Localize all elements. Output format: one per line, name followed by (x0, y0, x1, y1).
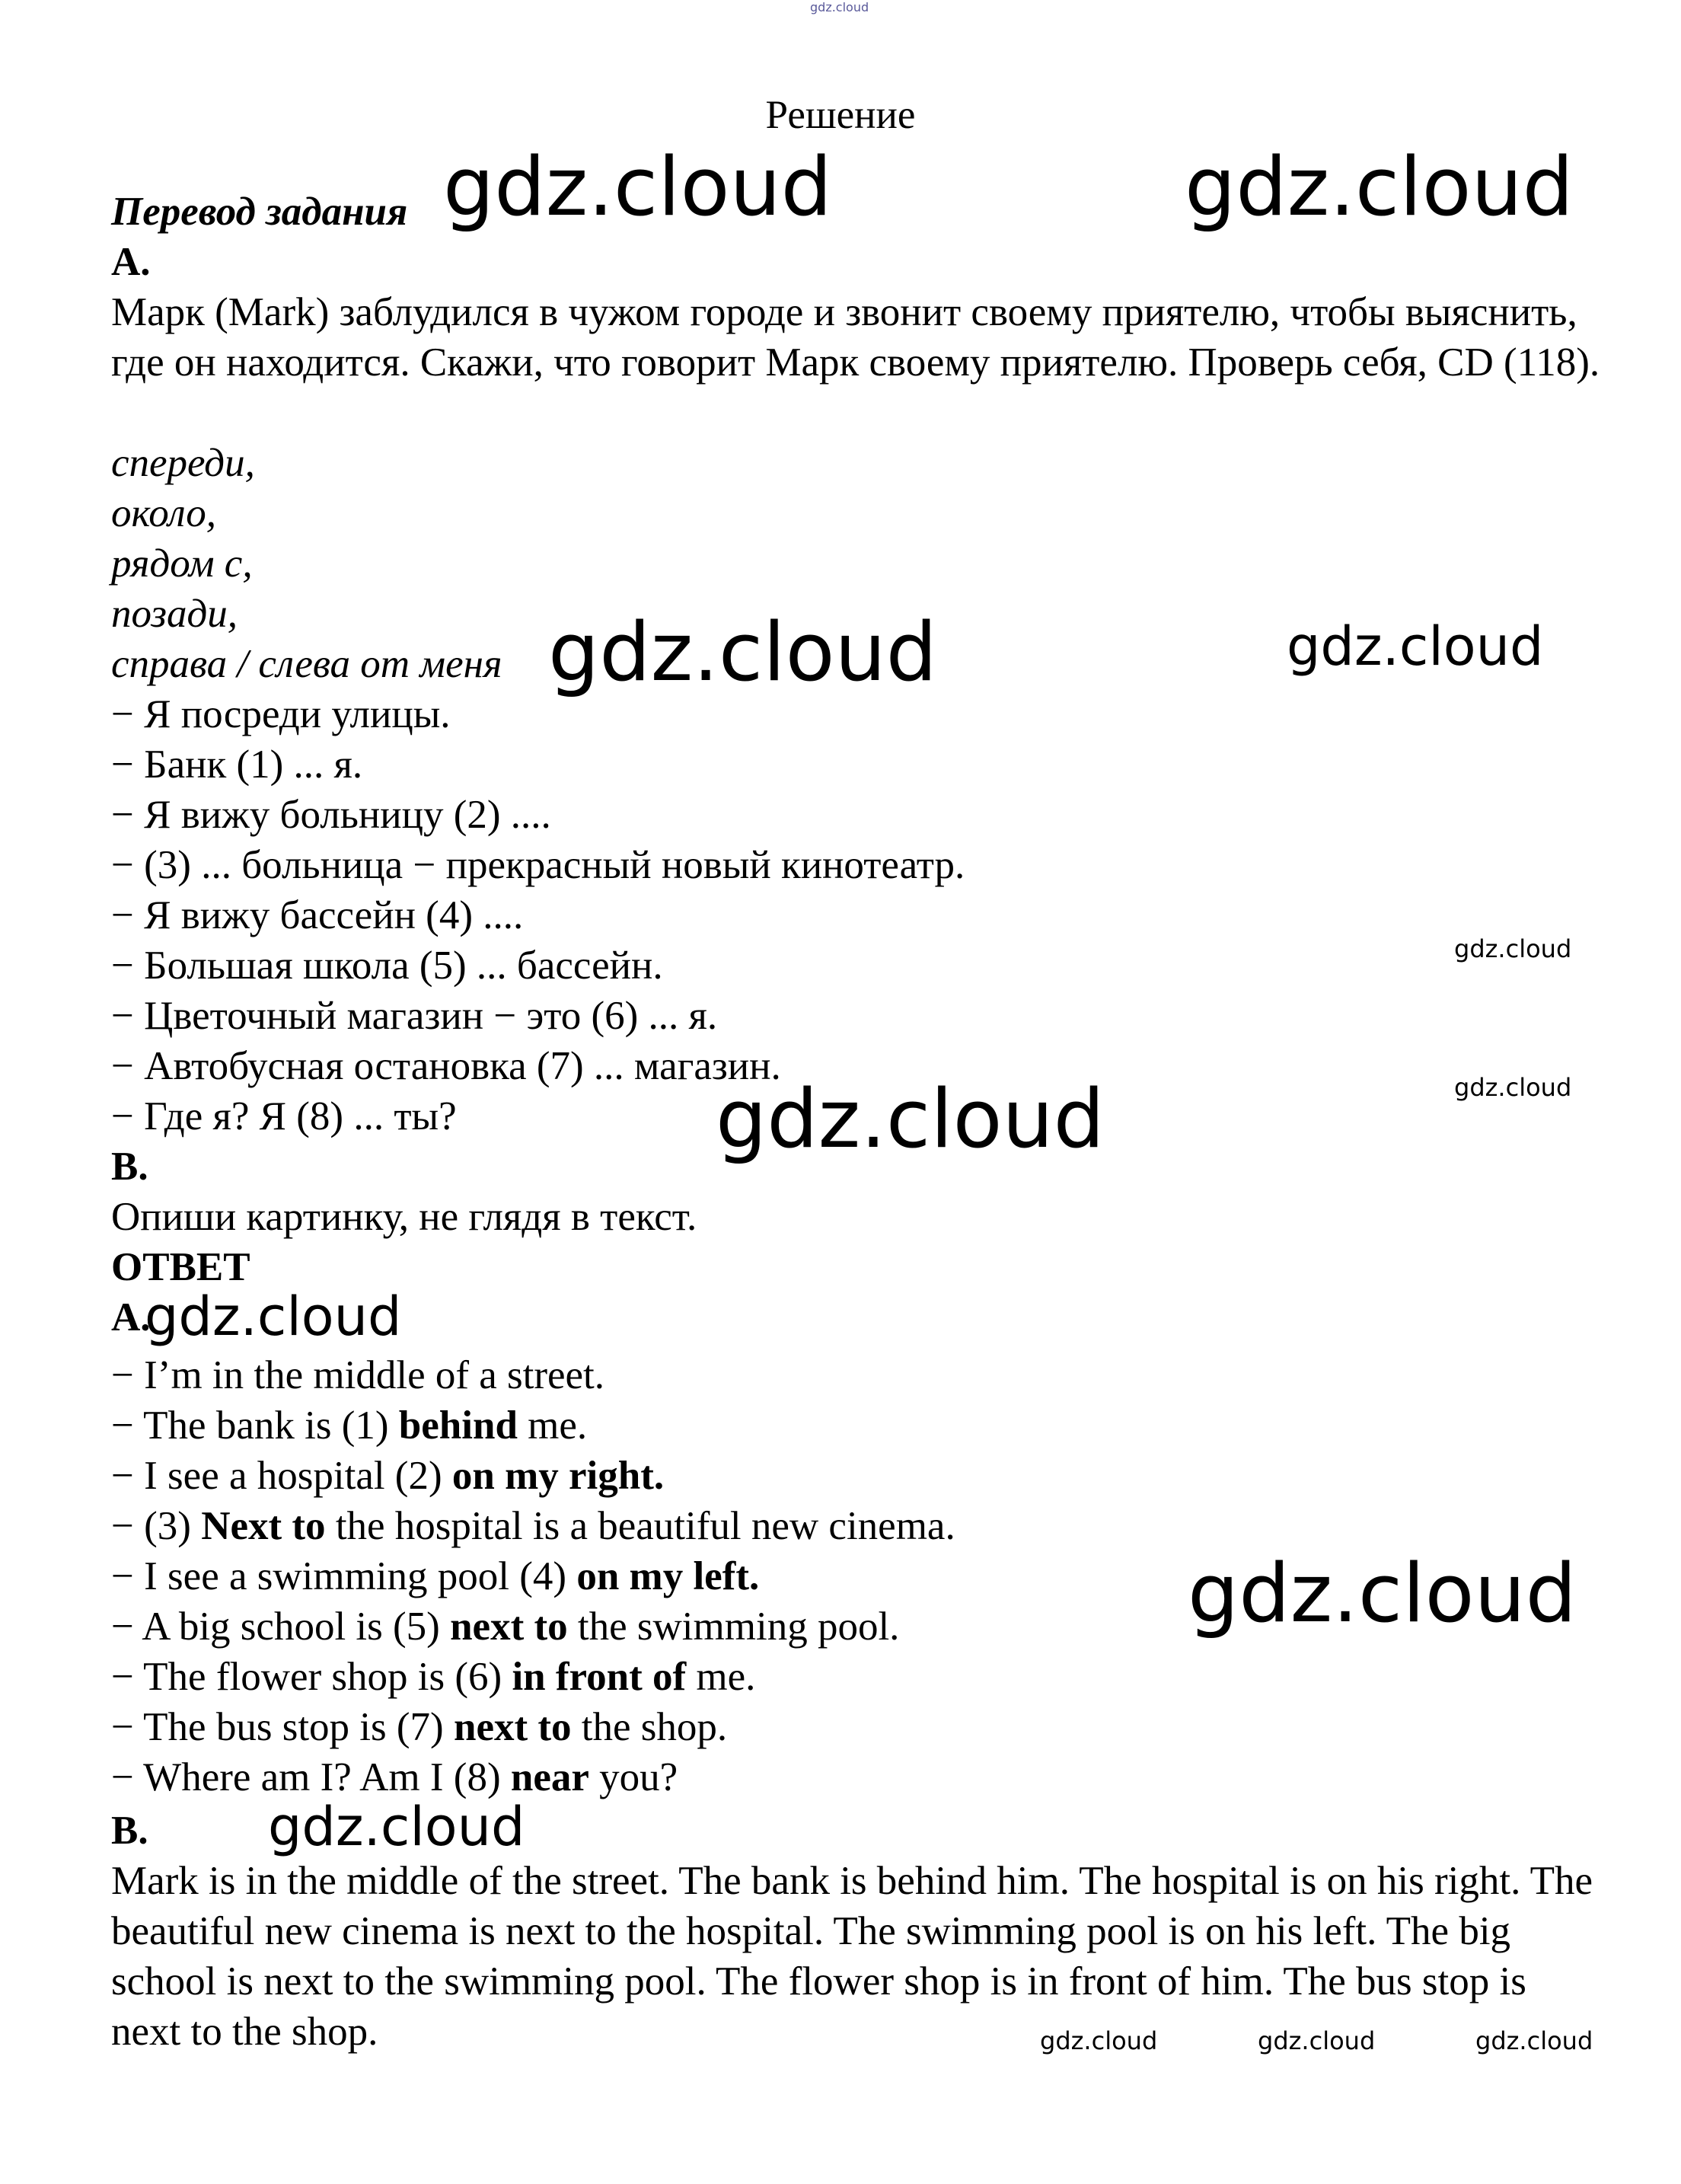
answer-highlight: behind (398, 1403, 518, 1448)
answer-line (111, 1501, 955, 1551)
answer-line (111, 1551, 759, 1601)
answer-highlight: Next to (201, 1504, 326, 1548)
task-line: − Банк (1) ... я. (111, 742, 363, 787)
answer-text: me. (686, 1655, 756, 1699)
answer-heading: ОТВЕТ (111, 1245, 250, 1289)
answer-line (111, 1350, 604, 1400)
answer-highlight: on my left. (576, 1554, 760, 1598)
answer-text: you? (589, 1755, 678, 1799)
page-title: Решение (765, 93, 916, 137)
watermark: gdz.cloud (1188, 1547, 1577, 1640)
answer-text: the swimming pool. (567, 1604, 900, 1649)
answer-text: the hospital is a beautiful new cinema. (325, 1504, 955, 1548)
translation-heading: Перевод задания (111, 190, 408, 234)
answer-text: − Where am I? Am I (8) (111, 1755, 511, 1799)
watermark: gdz.cloud (1258, 2026, 1376, 2055)
task-line: − (3) ... больница − прекрасный новый кинотеатр. (111, 843, 965, 887)
watermark-top: gdz.cloud (810, 0, 869, 14)
answer-text: − The flower shop is (6) (111, 1655, 512, 1699)
answer-line (111, 1652, 755, 1702)
task-line: − Большая школа (5) ... бассейн. (111, 944, 663, 988)
watermark: gdz.cloud (1287, 615, 1544, 678)
word-item: рядом с, (111, 541, 253, 586)
watermark: gdz.cloud (716, 1072, 1105, 1166)
answer-a-label: A. (111, 1295, 151, 1339)
answer-line (111, 1400, 587, 1451)
answer-highlight: near (510, 1755, 589, 1799)
answer-text: the shop. (571, 1705, 728, 1749)
task-line: − Цветочный магазин − это (6) ... я. (111, 994, 718, 1038)
section-a-label: A. (111, 240, 151, 284)
answer-text: − I see a swimming pool (4) (111, 1554, 577, 1598)
answer-line (111, 1752, 678, 1802)
answer-line (111, 1601, 899, 1652)
answer-text: − The bank is (1) (111, 1403, 399, 1448)
answer-text: − I’m in the middle of a street. (111, 1353, 605, 1397)
answer-highlight: next to (450, 1604, 568, 1649)
word-item: позади, (111, 592, 238, 636)
answer-b-label: B. (111, 1809, 148, 1853)
watermark: gdz.cloud (268, 1796, 525, 1858)
answer-line (111, 1702, 727, 1752)
task-line: − Я вижу больницу (2) .... (111, 793, 551, 837)
task-line: − Автобусная остановка (7) ... магазин. (111, 1044, 781, 1088)
task-a-text: Марк (Mark) заблудился в чужом городе и звонит своему приятелю, чтобы выяснить, где он находится. Скажи, что говорит Марк своему приятелю. Проверь себя, CD (118). (111, 290, 1600, 385)
word-item: спереди, (111, 441, 255, 485)
word-item: справа / слева от меня (111, 642, 502, 686)
task-line: − Где я? Я (8) ... ты? (111, 1094, 457, 1138)
task-line: − Я вижу бассейн (4) .... (111, 893, 524, 937)
answer-highlight: next to (453, 1705, 572, 1749)
answer-highlight: in front of (512, 1655, 687, 1699)
answer-highlight: on my right. (451, 1454, 665, 1498)
answer-line (111, 1451, 664, 1501)
watermark: gdz.cloud (1454, 1073, 1572, 1102)
answer-text: − I see a hospital (2) (111, 1454, 452, 1498)
answer-text: − (3) (111, 1504, 202, 1548)
watermark: gdz.cloud (1185, 140, 1574, 234)
watermark: gdz.cloud (145, 1285, 402, 1348)
word-item: около, (111, 491, 216, 535)
watermark: gdz.cloud (1040, 2026, 1158, 2055)
answer-b-text: Mark is in the middle of the street. The bank is behind him. The hospital is on his right. The beautiful new cinema is next to the hospital. The swimming pool is on his left. The big school is next to the swimming pool. The flower shop is in front of him. The bus stop is next to the shop. (111, 1859, 1593, 2054)
answer-text: me. (517, 1403, 588, 1448)
section-b-label: B. (111, 1145, 148, 1189)
watermark: gdz.cloud (443, 140, 832, 234)
answer-text: − The bus stop is (7) (111, 1705, 454, 1749)
task-line: − Я посреди улицы. (111, 692, 451, 736)
watermark: gdz.cloud (548, 605, 937, 699)
watermark: gdz.cloud (1454, 934, 1572, 963)
watermark: gdz.cloud (1475, 2026, 1593, 2055)
answer-text: − A big school is (5) (111, 1604, 451, 1649)
task-b-text: Опиши картинку, не глядя в текст. (111, 1195, 697, 1239)
